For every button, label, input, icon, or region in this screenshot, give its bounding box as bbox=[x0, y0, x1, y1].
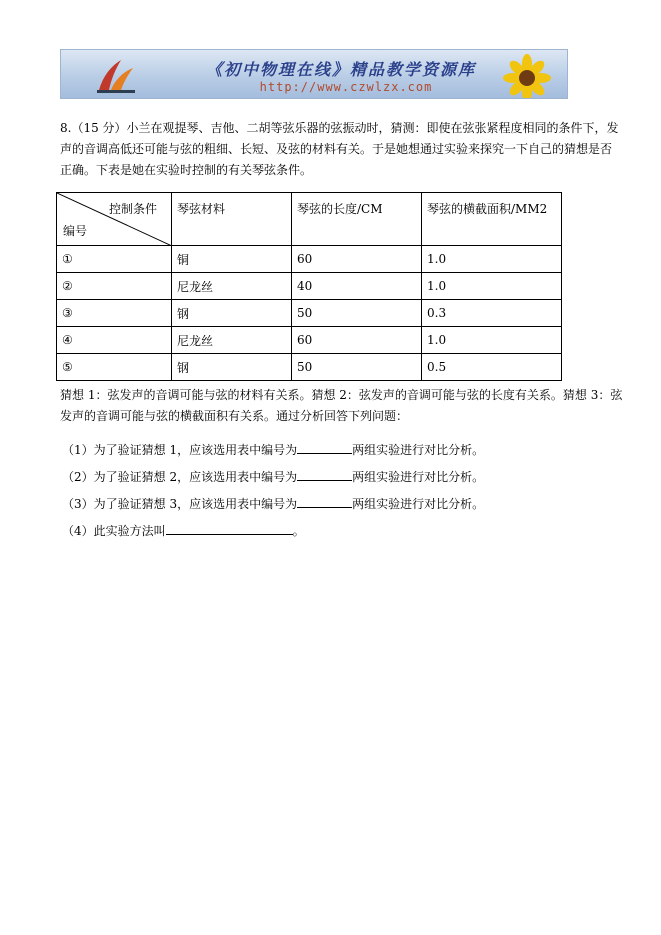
table-header-row bbox=[57, 193, 562, 246]
row-area: 1.0 bbox=[422, 327, 562, 354]
table-row bbox=[57, 327, 562, 354]
subquestion-3 bbox=[62, 494, 484, 512]
string-conditions-table bbox=[56, 192, 562, 381]
row-length: 60 bbox=[292, 327, 422, 354]
diagonal-header-cell bbox=[57, 193, 172, 246]
header-banner bbox=[60, 49, 568, 99]
row-area: 1.0 bbox=[422, 273, 562, 300]
row-material: 钢 bbox=[172, 354, 292, 381]
intro-line: 8.（15 分）小兰在观提琴、吉他、二胡等弦乐器的弦振动时，猜测：即使在弦张紧程度相同的条件下，发 bbox=[60, 121, 619, 135]
table-row bbox=[57, 246, 562, 273]
banner-title: 《初中物理在线》精品教学资源库 bbox=[205, 60, 476, 79]
table-row bbox=[57, 300, 562, 327]
table-row bbox=[57, 273, 562, 300]
intro-line: 正确。下表是她在实验时控制的有关琴弦条件。 bbox=[60, 163, 313, 177]
diagonal-header-bottom: 编号 bbox=[63, 224, 88, 238]
row-area: 0.5 bbox=[422, 354, 562, 381]
table-row bbox=[57, 354, 562, 381]
row-material: 钢 bbox=[172, 300, 292, 327]
row-id: ③ bbox=[57, 300, 172, 327]
subquestion-1-text: （1）为了验证猜想 1，应该选用表中编号为 bbox=[62, 443, 298, 457]
subquestion-1-tail: 两组实验进行对比分析。 bbox=[352, 443, 485, 457]
answer-blank-2[interactable] bbox=[297, 467, 352, 481]
banner-url: http://www.czwlzx.com bbox=[259, 80, 433, 94]
answer-blank-1[interactable] bbox=[297, 440, 352, 454]
row-area: 0.3 bbox=[422, 300, 562, 327]
subquestion-3-tail: 两组实验进行对比分析。 bbox=[352, 497, 485, 511]
column-header-material: 琴弦材料 bbox=[172, 193, 292, 246]
column-header-area: 琴弦的横截面积/MM2 bbox=[422, 193, 562, 246]
row-length: 60 bbox=[292, 246, 422, 273]
subquestion-4 bbox=[62, 521, 305, 539]
row-id: ④ bbox=[57, 327, 172, 354]
row-id: ⑤ bbox=[57, 354, 172, 381]
answer-blank-4[interactable] bbox=[166, 521, 293, 535]
question-intro bbox=[60, 118, 619, 181]
row-material: 尼龙丝 bbox=[172, 327, 292, 354]
hypothesis-line: 猜想 1：弦发声的音调可能与弦的材料有关系。猜想 2：弦发声的音调可能与弦的长度有关系。猜想 3：弦 bbox=[60, 388, 623, 402]
subquestion-2-text: （2）为了验证猜想 2，应该选用表中编号为 bbox=[62, 470, 298, 484]
row-material: 铜 bbox=[172, 246, 292, 273]
row-material: 尼龙丝 bbox=[172, 273, 292, 300]
site-logo-icon bbox=[93, 56, 139, 94]
row-length: 50 bbox=[292, 300, 422, 327]
answer-blank-3[interactable] bbox=[297, 494, 352, 508]
subquestion-4-text: （4）此实验方法叫 bbox=[62, 524, 166, 538]
subquestion-2 bbox=[62, 467, 484, 485]
intro-line: 声的音调高低还可能与弦的粗细、长短、及弦的材料有关。于是她想通过实验来探究一下自己的猜想是否 bbox=[60, 142, 613, 156]
subquestion-1 bbox=[62, 440, 484, 458]
subquestion-4-tail: 。 bbox=[292, 524, 305, 538]
hypothesis-line: 发声的音调可能与弦的横截面积有关系。通过分析回答下列问题： bbox=[60, 409, 409, 423]
row-length: 50 bbox=[292, 354, 422, 381]
column-header-length: 琴弦的长度/CM bbox=[292, 193, 422, 246]
row-area: 1.0 bbox=[422, 246, 562, 273]
row-length: 40 bbox=[292, 273, 422, 300]
subquestion-3-text: （3）为了验证猜想 3，应该选用表中编号为 bbox=[62, 497, 298, 511]
hypotheses-paragraph bbox=[60, 385, 623, 427]
row-id: ② bbox=[57, 273, 172, 300]
subquestion-2-tail: 两组实验进行对比分析。 bbox=[352, 470, 485, 484]
sunflower-icon bbox=[487, 50, 567, 99]
row-id: ① bbox=[57, 246, 172, 273]
diagonal-header-top: 控制条件 bbox=[108, 202, 157, 216]
